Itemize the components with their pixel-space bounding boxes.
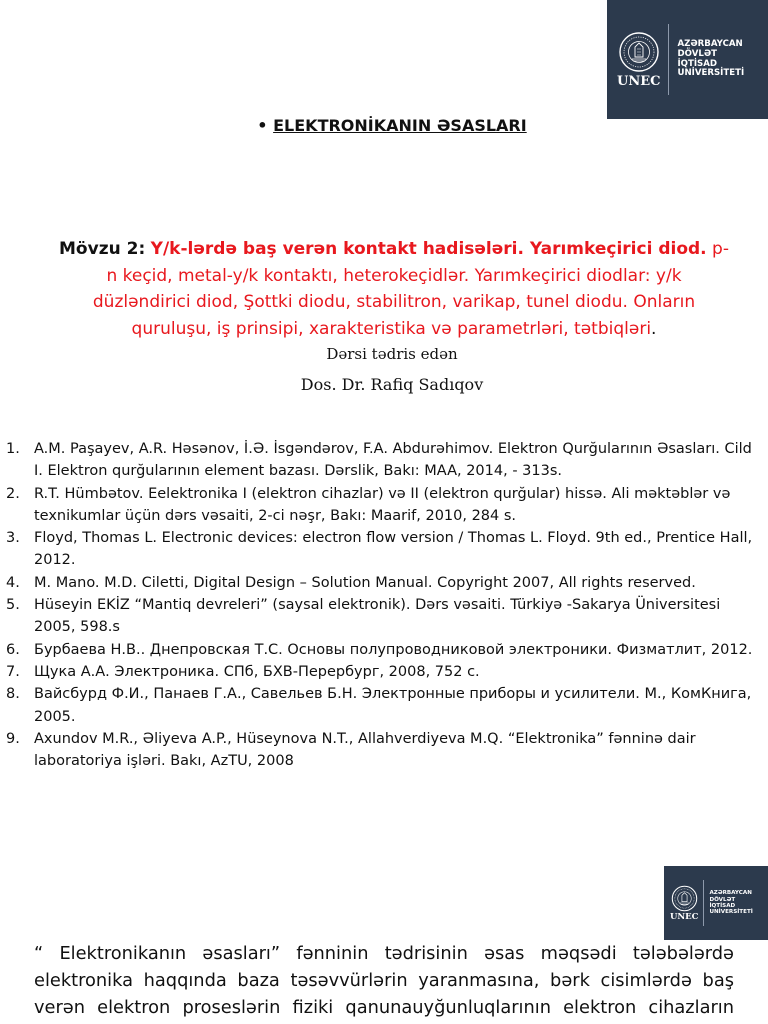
logo-line: İQTİSAD bbox=[677, 58, 718, 69]
logo-line: UNİVERSİTETİ bbox=[709, 909, 753, 916]
title-bullet: • bbox=[257, 116, 268, 135]
logo-divider bbox=[703, 880, 704, 926]
topic-block bbox=[58, 236, 730, 342]
list-number: 8. bbox=[6, 686, 20, 703]
logo-line: İQTİSAD bbox=[709, 903, 736, 909]
list-number: 3. bbox=[6, 530, 20, 547]
topic-body: p-n keçid, metal-y/k kontaktı, heterokeçidlər. Yarımkeçirici diodlar: y/k düzləndirici diod, Şottki diodu, stabilitron, varikap, tunel diodu. Onların quruluşu, iş prinsipi, xarakteristika və parametrləri, tətbiqləri bbox=[92, 239, 729, 339]
teacher-name: Dos. Dr. Rafiq Sadıqov bbox=[300, 375, 484, 394]
logo-divider bbox=[668, 24, 669, 95]
page-title bbox=[0, 116, 768, 135]
logo-wordmark bbox=[677, 40, 744, 80]
list-item bbox=[0, 683, 768, 728]
university-logo-small bbox=[664, 866, 768, 940]
university-seal bbox=[670, 885, 698, 922]
list-text: M. Mano. M.D. Ciletti, Digital Design – Solution Manual. Copyright 2007, All rights reserved. bbox=[34, 574, 696, 591]
list-number: 7. bbox=[6, 663, 20, 680]
topic-title: Y/k-lərdə baş verən kontakt hadisələri. Yarımkeçirici diod. bbox=[150, 239, 707, 259]
university-seal bbox=[617, 31, 660, 89]
list-text: A.M. Paşayev, A.R. Həsənov, İ.Ə. İsgəndərov, F.A. Abdurəhimov. Elektron Qurğularının Əsasları. Cild I. Elektron qurğularının element bazası. Dərslik, Bakı: MAA, 2014, - 313s. bbox=[34, 441, 752, 480]
list-item bbox=[0, 527, 768, 572]
topic-label: Mövzu 2: bbox=[59, 239, 146, 259]
list-item bbox=[0, 728, 768, 773]
logo-abbreviation: UNEC bbox=[617, 73, 661, 89]
list-number: 4. bbox=[6, 574, 20, 591]
title-text: ELEKTRONİKANIN ƏSASLARI bbox=[273, 116, 527, 135]
university-seal-icon bbox=[671, 885, 698, 912]
list-text: Floyd, Thomas L. Electronic devices: electron flow version / Thomas L. Floyd. 9th ed., Prentice Hall, 2012. bbox=[34, 530, 753, 569]
teacher-label: Dərsi tədris edən bbox=[326, 345, 458, 363]
list-number: 1. bbox=[6, 441, 20, 457]
list-text: Hüseyin EKİZ “Mantiq devreleri” (saysal elektronik). Dərs vəsaiti. Türkiyə -Sakarya Üniversitesi 2005, 598.s bbox=[34, 597, 721, 636]
logo-line: DÖVLƏT bbox=[677, 48, 717, 59]
list-item bbox=[0, 661, 768, 683]
list-item bbox=[0, 639, 768, 661]
list-text: R.T. Hümbətov. Eelektronika I (elektron cihazlar) və II (elektron qurğular) hissə. Ali məktəblər və texnikumlar üçün dərs vəsaiti, 2-ci nəşr, Bakı: Maarif, 2010, 284 s. bbox=[34, 485, 731, 524]
reference-list bbox=[0, 438, 768, 772]
list-item bbox=[0, 438, 768, 483]
topic-end: . bbox=[651, 318, 657, 339]
list-item bbox=[0, 572, 768, 594]
list-text: Axundov M.R., Əliyeva A.P., Hüseynova N.T., Allahverdiyeva M.Q. “Elektronika” fənninə dair laboratoriya işləri. Bakı, AzTU, 2008 bbox=[34, 730, 696, 770]
list-text: Бурбаева Н.В.. Днепровская Т.С. Основы полупроводниковой электроники. Физматлит, 2012. bbox=[34, 641, 753, 658]
logo-line: AZƏRBAYCAN bbox=[709, 890, 752, 897]
university-seal-icon bbox=[618, 31, 660, 73]
list-item bbox=[0, 594, 768, 639]
list-text: Щука А.А. Электроника. СПб, БХВ-Перербург, 2008, 752 с. bbox=[34, 663, 480, 680]
list-text: Вайсбурд Ф.И., Панаев Г.А., Савельев Б.Н. Электронные приборы и усилители. М., КомКнига, 2005. bbox=[34, 686, 752, 725]
list-item bbox=[0, 483, 768, 528]
list-number: 6. bbox=[6, 641, 20, 658]
list-number: 9. bbox=[6, 730, 20, 747]
logo-line: DÖVLƏT bbox=[709, 896, 736, 903]
intro-paragraph: “ Elektronikanın əsasları” fənninin tədrisinin əsas məqsədi tələbələrdə elektronika haqqında baza təsəvvürlərin yaranmasına, bərk cisimlərdə baş verən elektron proseslərin fiziki qanunauyğunluqlarının elektron cihazların bbox=[34, 943, 734, 1018]
list-number: 2. bbox=[6, 485, 20, 502]
list-number: 5. bbox=[6, 597, 20, 614]
logo-wordmark bbox=[709, 890, 752, 916]
logo-abbreviation: UNEC bbox=[670, 911, 699, 922]
logo-line: UNİVERSİTETİ bbox=[677, 68, 745, 79]
logo-line: AZƏRBAYCAN bbox=[677, 38, 743, 49]
university-logo bbox=[607, 0, 768, 119]
